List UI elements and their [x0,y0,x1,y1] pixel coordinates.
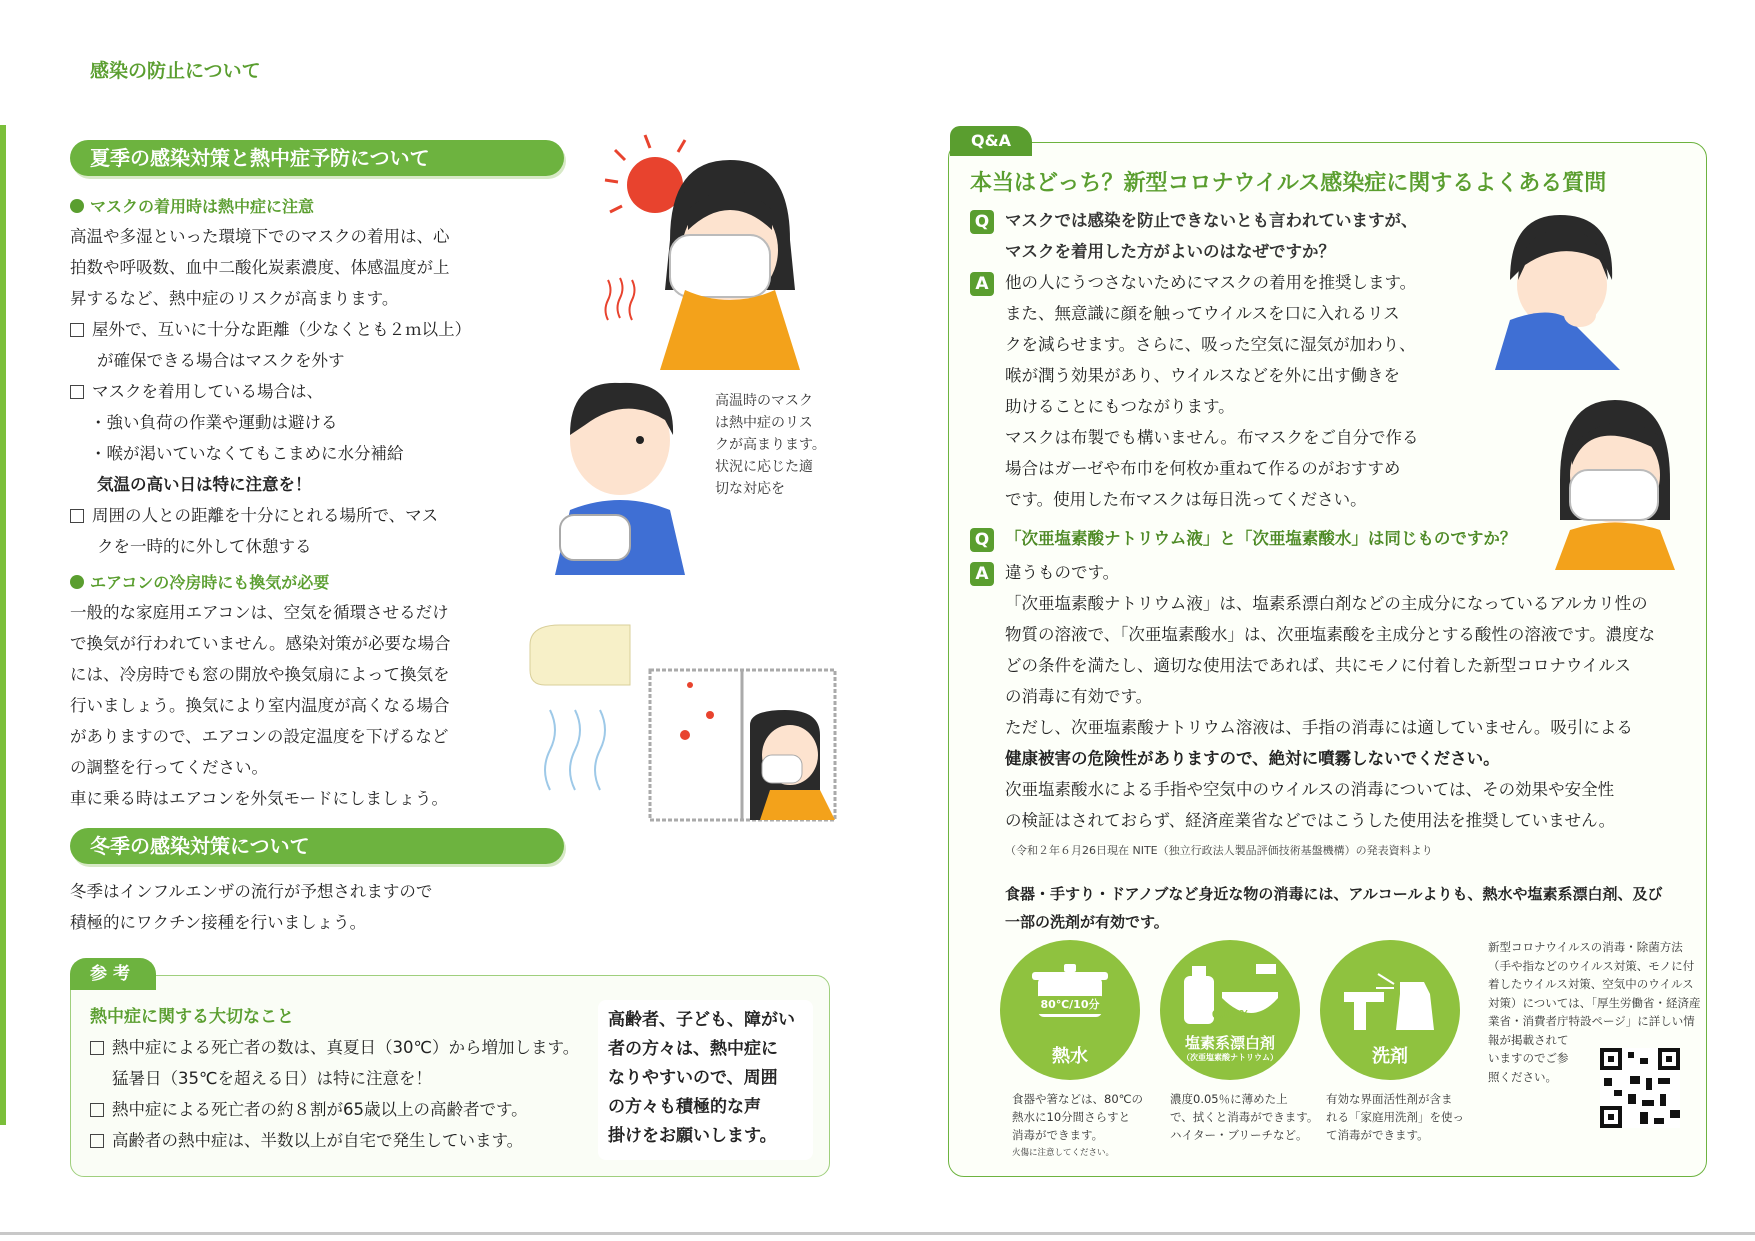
question-1: マスクでは感染を防止できないとも言われていますが、 マスクを着用した方がよいのはなぜですか？ [1005,211,1418,261]
text-line: また、無意識に顔を触ってウイルスを口に入れるリス [1005,304,1400,323]
bullet-dot-icon [70,199,84,213]
text-line: 昇するなど、熱中症のリスクが高まります。 [70,289,399,308]
hot-water-caption: 食器や箸などは、80℃の 熱水に10分間さらすと 消毒ができます。 火傷に注意してください。 [1012,1092,1144,1158]
checkbox-icon [90,1134,104,1148]
detergent-label: 洗剤 [1372,1046,1408,1067]
ac-body [70,597,510,814]
text-line: 車に乗る時はエアコンを外気モードにしましょう。 [70,789,449,808]
reference-list [90,1032,579,1156]
text-line: 一般的な家庭用エアコンは、空気を循環させるだけ [70,603,449,622]
question-badge: Q [970,528,994,552]
text-line: が確保できる場合はマスクを外す [97,351,345,370]
boy-removing-mask-illustration [545,375,695,575]
answer-badge: A [970,272,994,296]
checkbox-icon [70,323,84,337]
mask-body [70,221,510,562]
detergent-circle [1320,940,1460,1080]
hot-day-warning: 気温の高い日は特に注意を！ [97,475,312,494]
bullet-dot-icon [70,575,84,589]
spray-bottle-icon [1338,962,1442,1034]
question-badge: Q [970,210,994,234]
bleach-circle [1160,940,1300,1080]
answer-2 [1005,557,1655,836]
checklist-item: 屋外で、互いに十分な距離（少なくとも２ｍ以上） [70,314,510,345]
bleach-badge: 0.05% [1211,1008,1251,1021]
source-note: （令和２年６月26日現在 NITE（独立行政法人製品評価技術基盤機構）の発表資料より [1005,844,1433,857]
text-line: 場合はガーゼや布巾を何枚か重ねて作るのがおすすめ [1005,459,1401,478]
text-line: 拍数や呼吸数、血中二酸化炭素濃度、体感温度が上 [70,258,450,277]
air-conditioner-window-illustration [520,615,840,825]
text-line: 他の人にうつさないためにマスクの着用を推奨します。 [1005,273,1417,292]
checklist-item: マスクを着用している場合は、 [70,376,510,407]
checklist-item: 周囲の人との距離を十分にとれる場所で、マス [70,500,510,531]
text-line: ただし、次亜塩素酸ナトリウム溶液は、手指の消毒には適していません。吸引による [1005,718,1633,737]
text-line: には、冷房時でも窓の開放や換気扇によって換気を [70,665,450,684]
text-line: 次亜塩素酸水による手指や空気中のウイルスの消毒については、その効果や安全性 [1005,780,1615,799]
text-line: がありますので、エアコンの設定温度を下げるなど [70,727,449,746]
qa-title: 本当はどっち？新型コロナウイルス感染症に関するよくある質問 [970,171,1607,196]
text-line: 行いましょう。換気により室内温度が高くなる場合 [70,696,450,715]
checkbox-icon [70,509,84,523]
detergent-caption: 有効な界面活性剤が含ま れる「家庭用洗剤」を使っ て消毒ができます。 [1326,1092,1464,1142]
bullet-line: ・強い負荷の作業や運動は避ける [90,413,338,432]
text-line: の方々も積極的な声 [608,1097,761,1117]
answer-badge: A [970,562,994,586]
bullet-line: ・喉が渇いていなくてもこまめに水分補給 [90,444,404,463]
text-line: 猛暑日（35℃を超える日）は特に注意を！ [112,1069,433,1088]
mask-subheading: マスクの着用時は熱中症に注意 [70,194,314,217]
text-line: 高温や多湿といった環境下でのマスクの着用は、心 [70,227,450,246]
text-line: クを減らせます。さらに、吸った空気に湿気が加わり、 [1005,335,1416,354]
text-line: の検証はされておらず、経済産業省などではこうした使用法を推奨していません。 [1005,811,1616,830]
hot-water-badge: 80℃/10分 [1036,996,1104,1014]
page-bottom-edge [0,1232,1755,1235]
text-line: で換気が行われていません。感染対策が必要な場合 [70,634,451,653]
text-line: 違うものです。 [1005,563,1120,582]
warning-line: 健康被害の危険性がありますので、絶対に噴霧しないでください。 [1005,749,1500,768]
left-page-accent-bar [0,125,6,1125]
answer-1 [1005,267,1419,515]
disinfection-side-note: 新型コロナウイルスの消毒・除菌方法 （手や指などのウイルス対策、モノに付 着したウイルス対策、空気中のウイルス 対策）については、「厚生労働省・経済産 業省・消費者庁特設ページ」に詳しい情 報が掲載されて いますのでご参 照ください。 [1488,940,1701,1084]
bleach-label: 塩素系漂白剤 [1184,1034,1275,1052]
girl-mask-sun-illustration [600,130,840,370]
qa-tab: Q&A [950,126,1032,156]
reference-tab: 参考 [70,958,156,990]
text-line: どの条件を満たし、適切な使用法であれば、共にモノに付着した新型コロナウイルス [1005,656,1631,675]
bleach-caption: 濃度0.05％に薄めた上 で、拭くと消毒ができます。 ハイター・ブリーチなど。 [1170,1092,1319,1142]
text-line: の消毒に有効です。 [1005,687,1153,706]
checklist-item: 熱中症による死亡者の数は、真夏日（30℃）から増加します。 [90,1032,579,1063]
text-line: 「次亜塩素酸ナトリウム液」は、塩素系漂白剤などの主成分になっているアルカリ性の [1005,594,1648,613]
reference-title: 熱中症に関する大切なこと [90,1007,294,1027]
person-coughing-illustration [1490,210,1630,370]
text-line: 積極的にワクチン接種を行いましょう。 [70,913,367,932]
checkbox-icon [70,385,84,399]
summer-heading: 夏季の感染対策と熱中症予防について [70,140,564,176]
text-line: 物質の溶液で、「次亜塩素酸水」は、次亜塩素酸を主成分とする酸性の溶液です。濃度な [1005,625,1656,644]
winter-body [70,876,432,938]
text-line: 冬季はインフルエンザの流行が予想されますので [70,882,433,901]
text-line: クを一時的に外して休憩する [97,537,312,556]
woman-mask-illustration [1550,390,1680,570]
text-line: なりやすいので、周囲 [608,1068,778,1088]
checkbox-icon [90,1041,104,1055]
text-line: の調整を行ってください。 [70,758,268,777]
page-title: 感染の防止について [90,60,261,82]
qr-code-icon[interactable] [1600,1048,1680,1128]
text-line: です。使用した布マスクは毎日洗ってください。 [1005,490,1367,509]
text-line: 高齢者、子ども、障がい [608,1010,795,1030]
checklist-item: 熱中症による死亡者の約８割が65歳以上の高齢者です。 [90,1094,579,1125]
text-line: マスクは布製でも構いません。布マスクをご自分で作る [1005,428,1419,447]
text-line: 喉が潤う効果があり、ウイルスなどを外に出す働きを [1005,366,1401,385]
text-line: 者の方々は、熱中症に [608,1039,778,1059]
disinfect-intro: 食器・手すり・ドアノブなど身近な物の消毒には、アルコールよりも、熱水や塩素系漂白剤、及び 一部の洗剤が有効です。 [1005,885,1663,931]
bleach-sublabel: （次亜塩素酸ナトリウム） [1182,1053,1278,1062]
hot-water-label: 熱水 [1052,1046,1088,1067]
winter-heading: 冬季の感染対策について [70,828,564,864]
checkbox-icon [90,1103,104,1117]
hot-water-circle [1000,940,1140,1080]
mask-caption: 高温時のマスク は熱中症のリス クが高まります。 状況に応じた適 切な対応を [715,393,826,497]
text-line: 掛けをお願いします。 [608,1126,777,1146]
checklist-item: 高齢者の熱中症は、半数以上が自宅で発生しています。 [90,1125,579,1156]
text-line: 助けることにもつながります。 [1005,397,1235,416]
ac-subheading: エアコンの冷房時にも換気が必要 [70,570,329,593]
reference-side-box [598,1000,813,1160]
question-2: 「次亜塩素酸ナトリウム液」と「次亜塩素酸水」は同じものですか？ [1005,529,1517,548]
